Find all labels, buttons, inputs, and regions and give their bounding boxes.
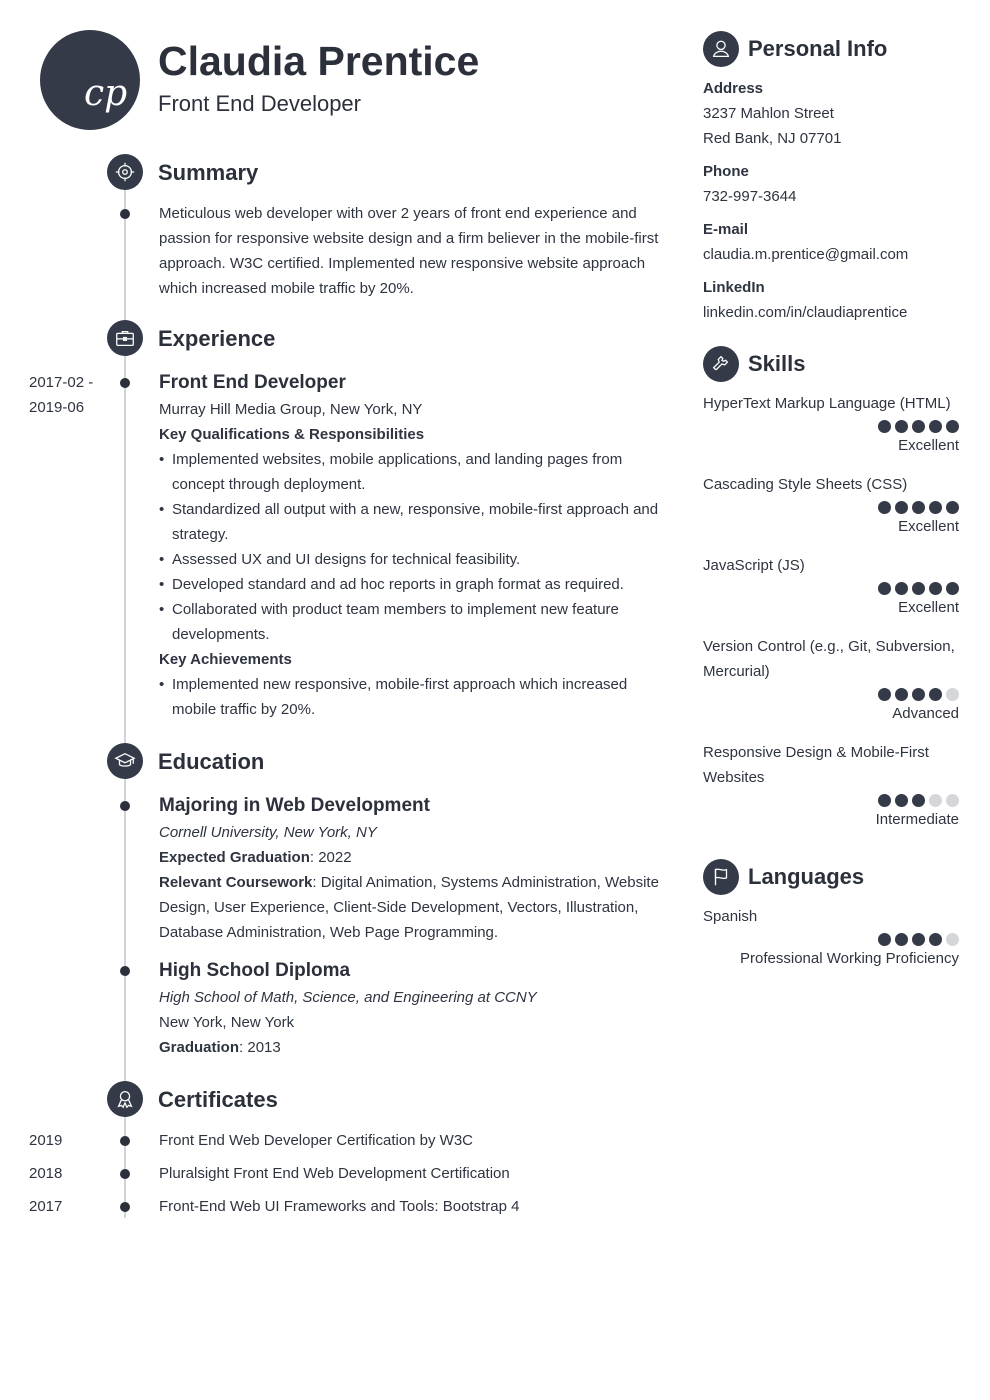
coursework-value: : Digital Animation, Systems Administration, Website Design, User Experience, Client-Side Development, Vectors, Illustration, Database Administration, Web Page Programming. <box>159 874 659 941</box>
skill-item <box>703 391 959 458</box>
person-icon <box>703 31 739 67</box>
rating-dot-empty <box>929 794 942 807</box>
graduation-line <box>159 1035 664 1060</box>
timeline-dot <box>120 209 130 219</box>
skill-level: Intermediate <box>875 811 959 828</box>
certificate-name: Pluralsight Front End Web Development Certification <box>159 1165 510 1182</box>
rating-dot-filled <box>895 501 908 514</box>
monogram-initials: cp <box>84 73 128 114</box>
rating-dot-filled <box>895 582 908 595</box>
certificate-year: 2017 <box>29 1198 63 1215</box>
address-line2: Red Bank, NJ 07701 <box>703 130 842 147</box>
timeline-dot <box>120 801 130 811</box>
certificates-heading: Certificates <box>158 1087 278 1112</box>
skill-rating <box>703 501 959 514</box>
skill-name: Cascading Style Sheets (CSS) <box>703 476 908 493</box>
puzzle-icon <box>703 346 739 382</box>
rating-dot-filled <box>878 420 891 433</box>
skill-name: JavaScript (JS) <box>703 557 805 574</box>
candidate-title: Front End Developer <box>158 91 361 116</box>
education-entry <box>159 959 664 1060</box>
list-item: • Collaborated with product team members to implement new feature developments. <box>159 597 664 647</box>
languages-heading: Languages <box>748 864 865 889</box>
rating-dot-filled <box>929 501 942 514</box>
language-name: Spanish <box>703 908 758 925</box>
rating-dot-filled <box>912 688 925 701</box>
skill-level: Excellent <box>898 518 959 535</box>
language-level: Professional Working Proficiency <box>740 950 959 967</box>
timeline-dot <box>120 1136 130 1146</box>
degree-title: High School Diploma <box>159 960 351 981</box>
rating-dot-filled <box>946 420 959 433</box>
language-rating <box>703 933 959 946</box>
list-item: • Implemented websites, mobile applications, and landing pages from concept through deployment. <box>159 447 664 497</box>
rating-dot-filled <box>912 794 925 807</box>
skill-rating <box>703 420 959 433</box>
graduation-label: Graduation <box>159 1039 240 1056</box>
rating-dot-filled <box>878 501 891 514</box>
email-value: claudia.m.prentice@gmail.com <box>703 246 909 263</box>
education-entry <box>159 794 664 945</box>
qualifications-heading: Key Qualifications & Responsibilities <box>159 426 425 443</box>
skill-rating <box>703 794 959 807</box>
skill-level: Excellent <box>898 437 959 454</box>
job-dates <box>29 370 109 420</box>
rating-dot-filled <box>929 688 942 701</box>
skills-heading: Skills <box>748 351 806 376</box>
phone-value: 732-997-3644 <box>703 188 797 205</box>
summary-heading: Summary <box>158 160 259 185</box>
phone-label: Phone <box>703 163 749 180</box>
linkedin-label: LinkedIn <box>703 279 765 296</box>
rating-dot-filled <box>929 933 942 946</box>
certificate-year: 2018 <box>29 1165 63 1182</box>
timeline-dot <box>120 1202 130 1212</box>
rating-dot-filled <box>878 688 891 701</box>
list-item: • Implemented new responsive, mobile-first approach which increased mobile traffic by 20%. <box>159 672 664 722</box>
linkedin-value: linkedin.com/in/claudiaprentice <box>703 304 908 321</box>
achievements-heading: Key Achievements <box>159 651 292 668</box>
briefcase-icon <box>107 320 143 356</box>
graduation-value: : 2013 <box>239 1039 281 1056</box>
timeline-dot <box>120 378 130 388</box>
certificate-year: 2019 <box>29 1132 63 1149</box>
job-date-end: 2019-06 <box>29 399 85 416</box>
rating-dot-filled <box>895 933 908 946</box>
personal-info-heading: Personal Info <box>748 36 888 61</box>
job-date-start: 2017-02 - <box>29 374 94 391</box>
graduation-cap-icon <box>107 743 143 779</box>
rating-dot-filled <box>912 582 925 595</box>
skill-item <box>703 472 959 539</box>
experience-heading: Experience <box>158 326 276 351</box>
candidate-name: Claudia Prentice <box>158 38 480 84</box>
rating-dot-filled <box>878 582 891 595</box>
rating-dot-filled <box>912 420 925 433</box>
skill-item <box>703 553 959 620</box>
rating-dot-filled <box>929 420 942 433</box>
rating-dot-filled <box>946 582 959 595</box>
job-title: Front End Developer <box>159 372 346 393</box>
monogram-avatar <box>40 30 140 130</box>
school-location: New York, New York <box>159 1014 295 1031</box>
rating-dot-filled <box>912 501 925 514</box>
email-label: E-mail <box>703 221 749 238</box>
rating-dot-empty <box>946 688 959 701</box>
award-ribbon-icon <box>107 1081 143 1117</box>
graduation-line <box>159 845 664 870</box>
achievements-list <box>159 672 664 722</box>
flag-icon <box>703 859 739 895</box>
rating-dot-filled <box>878 794 891 807</box>
list-item: • Developed standard and ad hoc reports in graph format as required. <box>159 572 664 597</box>
skill-name: Responsive Design & Mobile-First Websites <box>703 744 929 786</box>
job-company: Murray Hill Media Group, New York, NY <box>159 401 423 418</box>
education-heading: Education <box>158 749 265 774</box>
rating-dot-empty <box>946 794 959 807</box>
skill-name: HyperText Markup Language (HTML) <box>703 395 951 412</box>
skill-rating <box>703 582 959 595</box>
skill-item <box>703 740 959 832</box>
skill-level: Excellent <box>898 599 959 616</box>
rating-dot-filled <box>895 688 908 701</box>
certificate-name: Front End Web Developer Certification by W3C <box>159 1132 474 1149</box>
rating-dot-filled <box>878 933 891 946</box>
timeline-dot <box>120 1169 130 1179</box>
address-line1: 3237 Mahlon Street <box>703 105 834 122</box>
coursework-label: Relevant Coursework <box>159 874 313 891</box>
list-item: • Assessed UX and UI designs for technical feasibility. <box>159 547 664 572</box>
certificate-name: Front-End Web UI Frameworks and Tools: Bootstrap 4 <box>159 1198 520 1215</box>
school-name: High School of Math, Science, and Engineering at CCNY <box>159 989 537 1006</box>
rating-dot-filled <box>929 582 942 595</box>
language-item <box>703 904 959 971</box>
skill-item <box>703 634 959 726</box>
graduation-value: : 2022 <box>309 849 352 866</box>
address-label: Address <box>703 80 764 97</box>
summary-icon <box>107 154 143 190</box>
responsibilities-list <box>159 447 664 647</box>
skill-level: Advanced <box>892 705 959 722</box>
personal-info-block <box>703 76 963 325</box>
timeline-dot <box>120 966 130 976</box>
list-item: • Standardized all output with a new, responsive, mobile-first approach and strategy. <box>159 497 664 547</box>
rating-dot-filled <box>895 420 908 433</box>
skill-rating <box>703 688 959 701</box>
rating-dot-empty <box>946 933 959 946</box>
rating-dot-filled <box>946 501 959 514</box>
graduation-label: Expected Graduation <box>159 849 310 866</box>
degree-title: Majoring in Web Development <box>159 795 430 816</box>
coursework-line <box>159 870 664 945</box>
skill-name: Version Control (e.g., Git, Subversion, Mercurial) <box>703 638 955 680</box>
school-name: Cornell University, New York, NY <box>159 824 377 841</box>
rating-dot-filled <box>895 794 908 807</box>
summary-text: Meticulous web developer with over 2 years of front end experience and passion for responsive website design and a firm believer in the mobile-first approach. W3C certified. Implemented new responsive website approach which increased mobile traffic by 20%. <box>159 205 659 297</box>
rating-dot-filled <box>912 933 925 946</box>
job-entry <box>159 371 664 722</box>
